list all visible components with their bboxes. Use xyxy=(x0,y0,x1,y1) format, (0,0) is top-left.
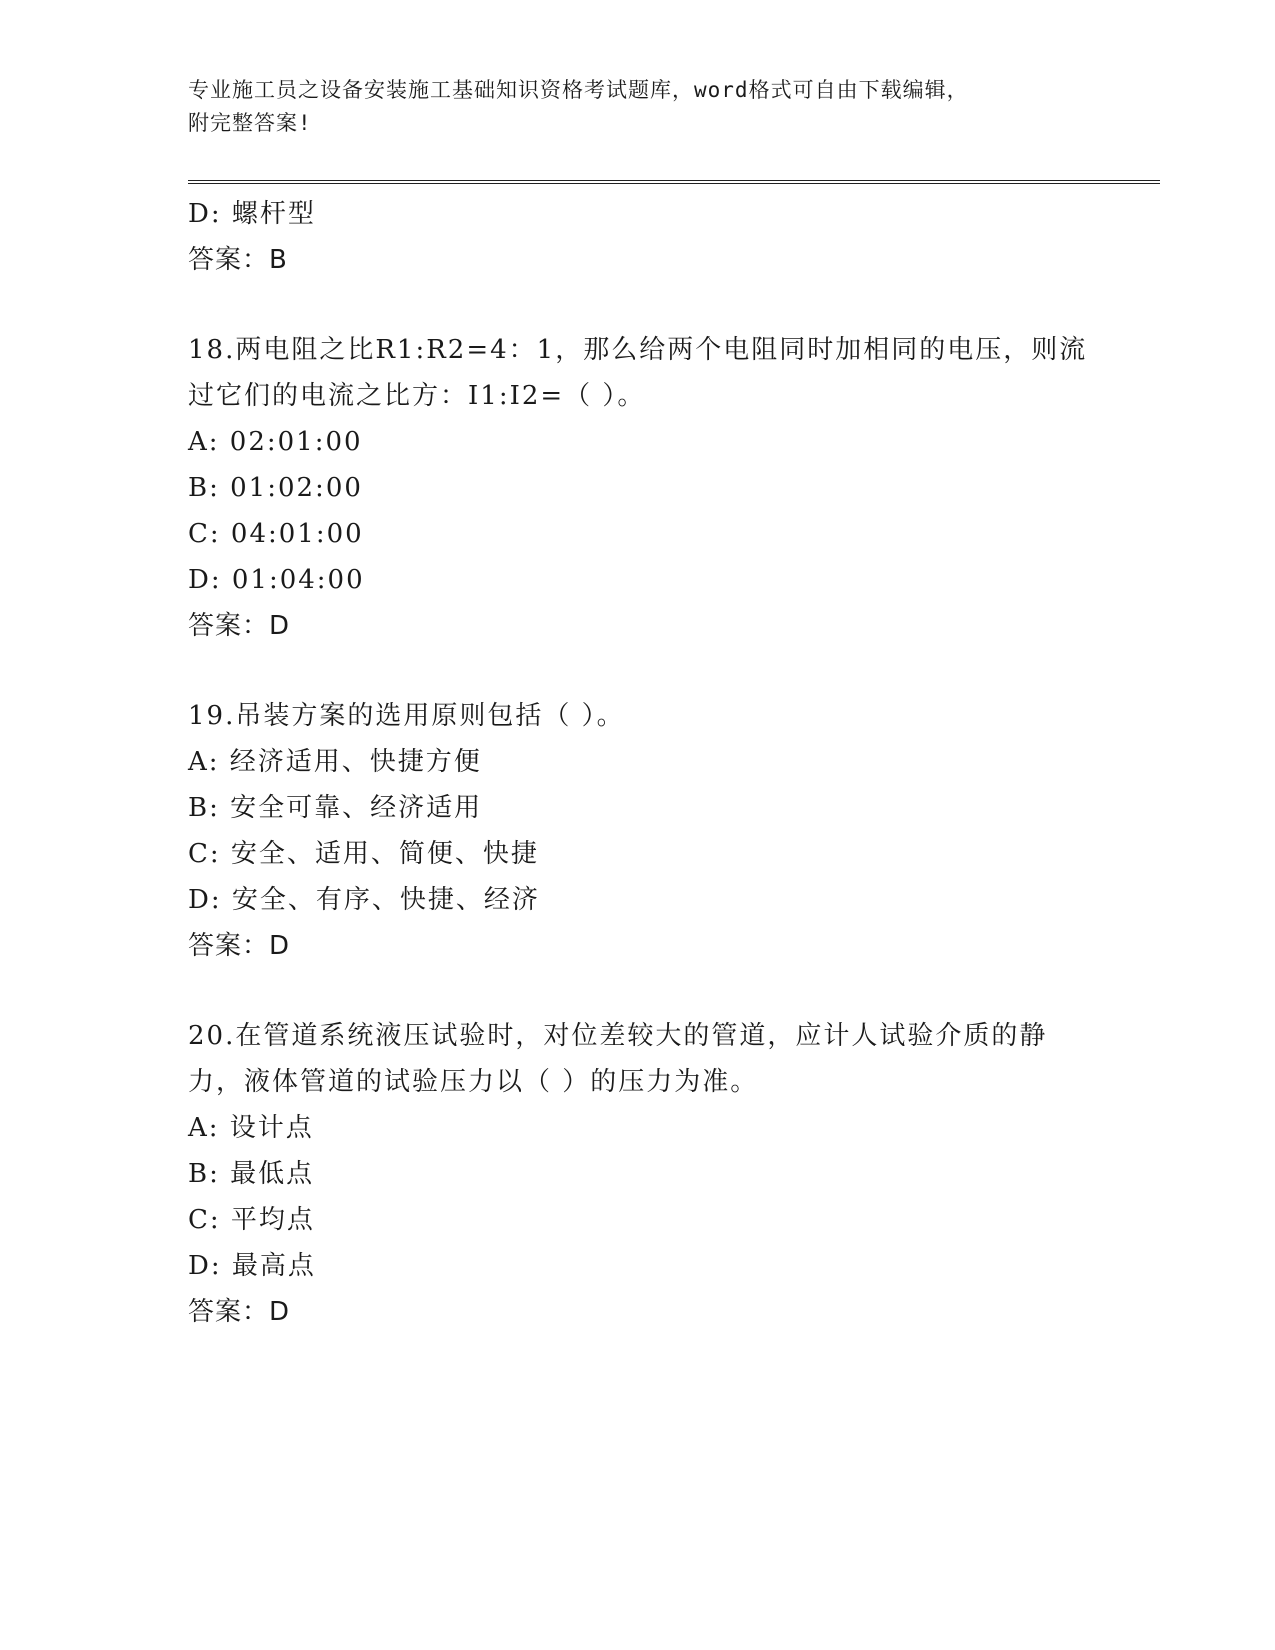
option-a: A: 02:01:00 xyxy=(188,427,363,457)
answer-line: 答案：D xyxy=(188,1297,291,1327)
question-20 xyxy=(188,1013,1088,1335)
option-d: D: 螺杆型 xyxy=(188,199,316,229)
answer-line: 答案：D xyxy=(188,611,291,641)
option-d: D: 01:04:00 xyxy=(188,565,365,595)
option-b: B: 最低点 xyxy=(188,1159,315,1189)
question-stem-line-2: 力，液体管道的试验压力以（ ）的压力为准。 xyxy=(188,1067,759,1097)
question-stem-line-2: 过它们的电流之比方：I1:I2=（ ）。 xyxy=(188,381,646,411)
answer-line: 答案：D xyxy=(188,931,291,961)
option-d: D: 安全、有序、快捷、经济 xyxy=(188,885,540,915)
option-b: B: 安全可靠、经济适用 xyxy=(188,793,483,823)
question-stem xyxy=(188,327,1088,419)
question-18 xyxy=(188,327,1088,649)
question-19 xyxy=(188,693,1088,969)
page-header xyxy=(188,74,1068,140)
option-a: A: 经济适用、快捷方便 xyxy=(188,747,482,777)
option-c: C: 平均点 xyxy=(188,1205,315,1235)
question-stem-line-1: 20.在管道系统液压试验时，对位差较大的管道，应计人试验介质的静 xyxy=(188,1021,1048,1051)
question-17-tail xyxy=(188,191,1088,283)
option-a: A: 设计点 xyxy=(188,1113,314,1143)
header-line-2: 附完整答案! xyxy=(188,111,312,135)
question-content xyxy=(188,191,1088,1335)
question-stem xyxy=(188,1013,1088,1105)
header-line-1: 专业施工员之设备安装施工基础知识资格考试题库，word格式可自由下载编辑， xyxy=(188,78,969,102)
option-d: D: 最高点 xyxy=(188,1251,316,1281)
option-c: C: 04:01:00 xyxy=(188,519,364,549)
option-c: C: 安全、适用、简便、快捷 xyxy=(188,839,539,869)
question-stem xyxy=(188,693,1088,739)
header-divider xyxy=(188,180,1160,184)
answer-line: 答案：B xyxy=(188,245,288,275)
option-b: B: 01:02:00 xyxy=(188,473,363,503)
question-stem-line-1: 18.两电阻之比R1:R2=4：1，那么给两个电阻同时加相同的电压，则流 xyxy=(188,335,1088,365)
question-stem-line-1: 19.吊装方案的选用原则包括（ ）。 xyxy=(188,701,625,731)
